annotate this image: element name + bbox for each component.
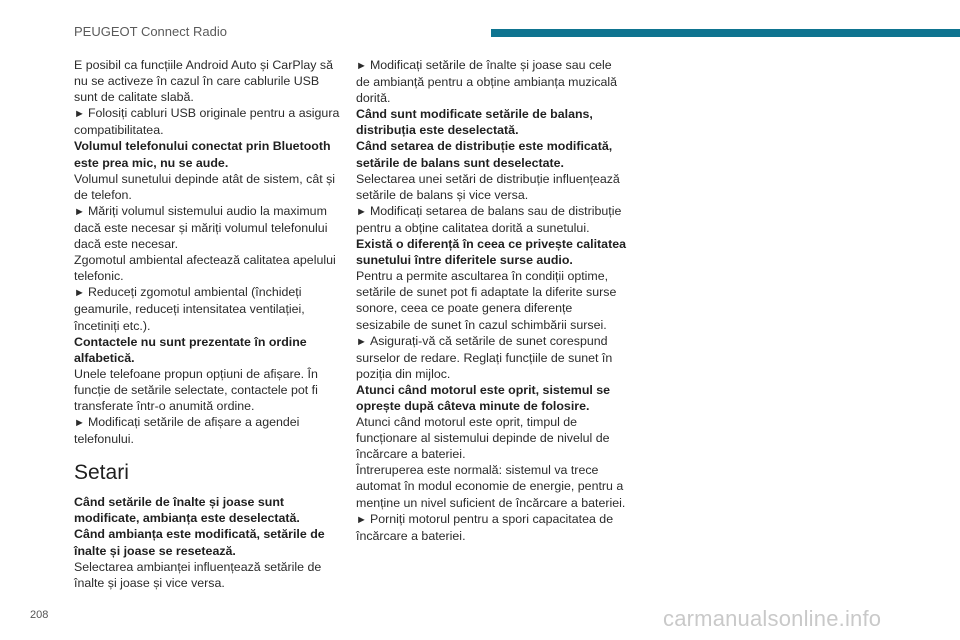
section-heading: Setari	[74, 461, 129, 485]
page-header-title: PEUGEOT Connect Radio	[74, 24, 227, 39]
watermark: carmanualsonline.info	[663, 606, 882, 631]
body-paragraph: Volumul sunetului depinde atât de sistem, cât și de telefon.	[74, 171, 336, 202]
bullet-instruction	[74, 414, 342, 447]
body-paragraph: Selectarea unei setări de distribuție influențează setările de balans și vice versa.	[356, 171, 620, 202]
bullet-text: Modificați setările de afișare a agendei telefonului.	[74, 415, 300, 447]
arrow-bullet-icon: ►	[74, 108, 88, 121]
right-column	[356, 57, 628, 544]
body-paragraph: Zgomotul ambiental afectează calitatea apelului telefonic.	[74, 253, 336, 284]
body-paragraph: Întreruperea este normală: sistemul va trece automat în modul economie de energie, pentru a menține un nivel suficient de încărcare a bateriei.	[356, 463, 626, 510]
bullet-text: Modificați setarea de balans sau de distribuție pentru a obține calitatea dorită a sunetului.	[356, 203, 622, 235]
body-paragraph: Unele telefoane propun opțiuni de afișare. În funcție de setările selectate, contactele pot fi transferate într-o anumită ordine.	[74, 366, 318, 413]
bullet-text: Modificați setările de înalte și joase sau cele de ambianță pentru a obține ambianța muzicală dorită.	[356, 58, 618, 106]
issue-title: Contactele nu sunt prezentate în ordine alfabetică.	[74, 334, 307, 365]
issue-title: Volumul telefonului conectat prin Bluetooth este prea mic, nu se aude.	[74, 139, 331, 170]
bullet-text: Măriți volumul sistemului audio la maximum dacă este necesar și măriți volumul telefonului dacă este necesar.	[74, 203, 328, 252]
bullet-text: Folosiți cabluri USB originale pentru a asigura compatibilitatea.	[74, 106, 340, 138]
bullet-instruction	[74, 284, 342, 333]
bullet-instruction	[356, 333, 628, 382]
left-column	[74, 57, 342, 591]
bullet-text: Reduceți zgomotul ambiental (închideți geamurile, reduceți intensitatea ventilației, încetiniți etc.).	[74, 285, 305, 333]
issue-title: Când sunt modificate setările de balans, distribuția este deselectată.	[356, 107, 593, 138]
body-paragraph: Pentru a permite ascultarea în condiții optime, setările de sunet pot fi adaptate la diferite surse sonore, ceea ce poate genera diferențe sesizabile de sunet în cazul schimbării sursei.	[356, 269, 617, 332]
bullet-instruction	[356, 57, 628, 106]
arrow-bullet-icon: ►	[74, 417, 88, 430]
issue-title: Când setările de înalte și joase sunt modificate, ambianța este deselectată.	[74, 495, 300, 526]
bullet-instruction	[74, 105, 342, 138]
bullet-text: Porniți motorul pentru a spori capacitatea de încărcare a bateriei.	[356, 511, 614, 543]
arrow-bullet-icon: ►	[356, 335, 370, 348]
body-paragraph: E posibil ca funcțiile Android Auto și CarPlay să nu se activeze în cazul în care cablurile USB sunt de calitate slabă.	[74, 58, 333, 105]
issue-title: Există o diferență în ceea ce privește calitatea sunetului între diferitele surse audio.	[356, 237, 626, 268]
arrow-bullet-icon: ►	[74, 205, 88, 218]
bullet-instruction	[356, 203, 628, 236]
body-paragraph: Atunci când motorul este oprit, timpul de funcționare al sistemului depinde de nivelul de încărcare a bateriei.	[356, 415, 610, 462]
page-number: 208	[30, 609, 49, 621]
bullet-text: Asigurați-vă că setările de sunet corespund surselor de redare. Reglați funcțiile de sunet în poziția din mijloc.	[356, 333, 613, 381]
header-accent-bar	[491, 29, 960, 37]
bullet-instruction	[356, 511, 628, 544]
arrow-bullet-icon: ►	[356, 205, 370, 218]
arrow-bullet-icon: ►	[356, 60, 370, 72]
arrow-bullet-icon: ►	[356, 513, 370, 526]
issue-title: Atunci când motorul este oprit, sistemul se oprește după câteva minute de folosire.	[356, 382, 611, 413]
bullet-instruction	[74, 203, 342, 252]
issue-title: Când ambianța este modificată, setările de înalte și joase se resetează.	[74, 527, 325, 558]
issue-title: Când setarea de distribuție este modificată, setările de balans sunt deselectate.	[356, 139, 613, 170]
body-paragraph: Selectarea ambianței influențează setările de înalte și joase și vice versa.	[74, 559, 322, 590]
arrow-bullet-icon: ►	[74, 287, 88, 300]
